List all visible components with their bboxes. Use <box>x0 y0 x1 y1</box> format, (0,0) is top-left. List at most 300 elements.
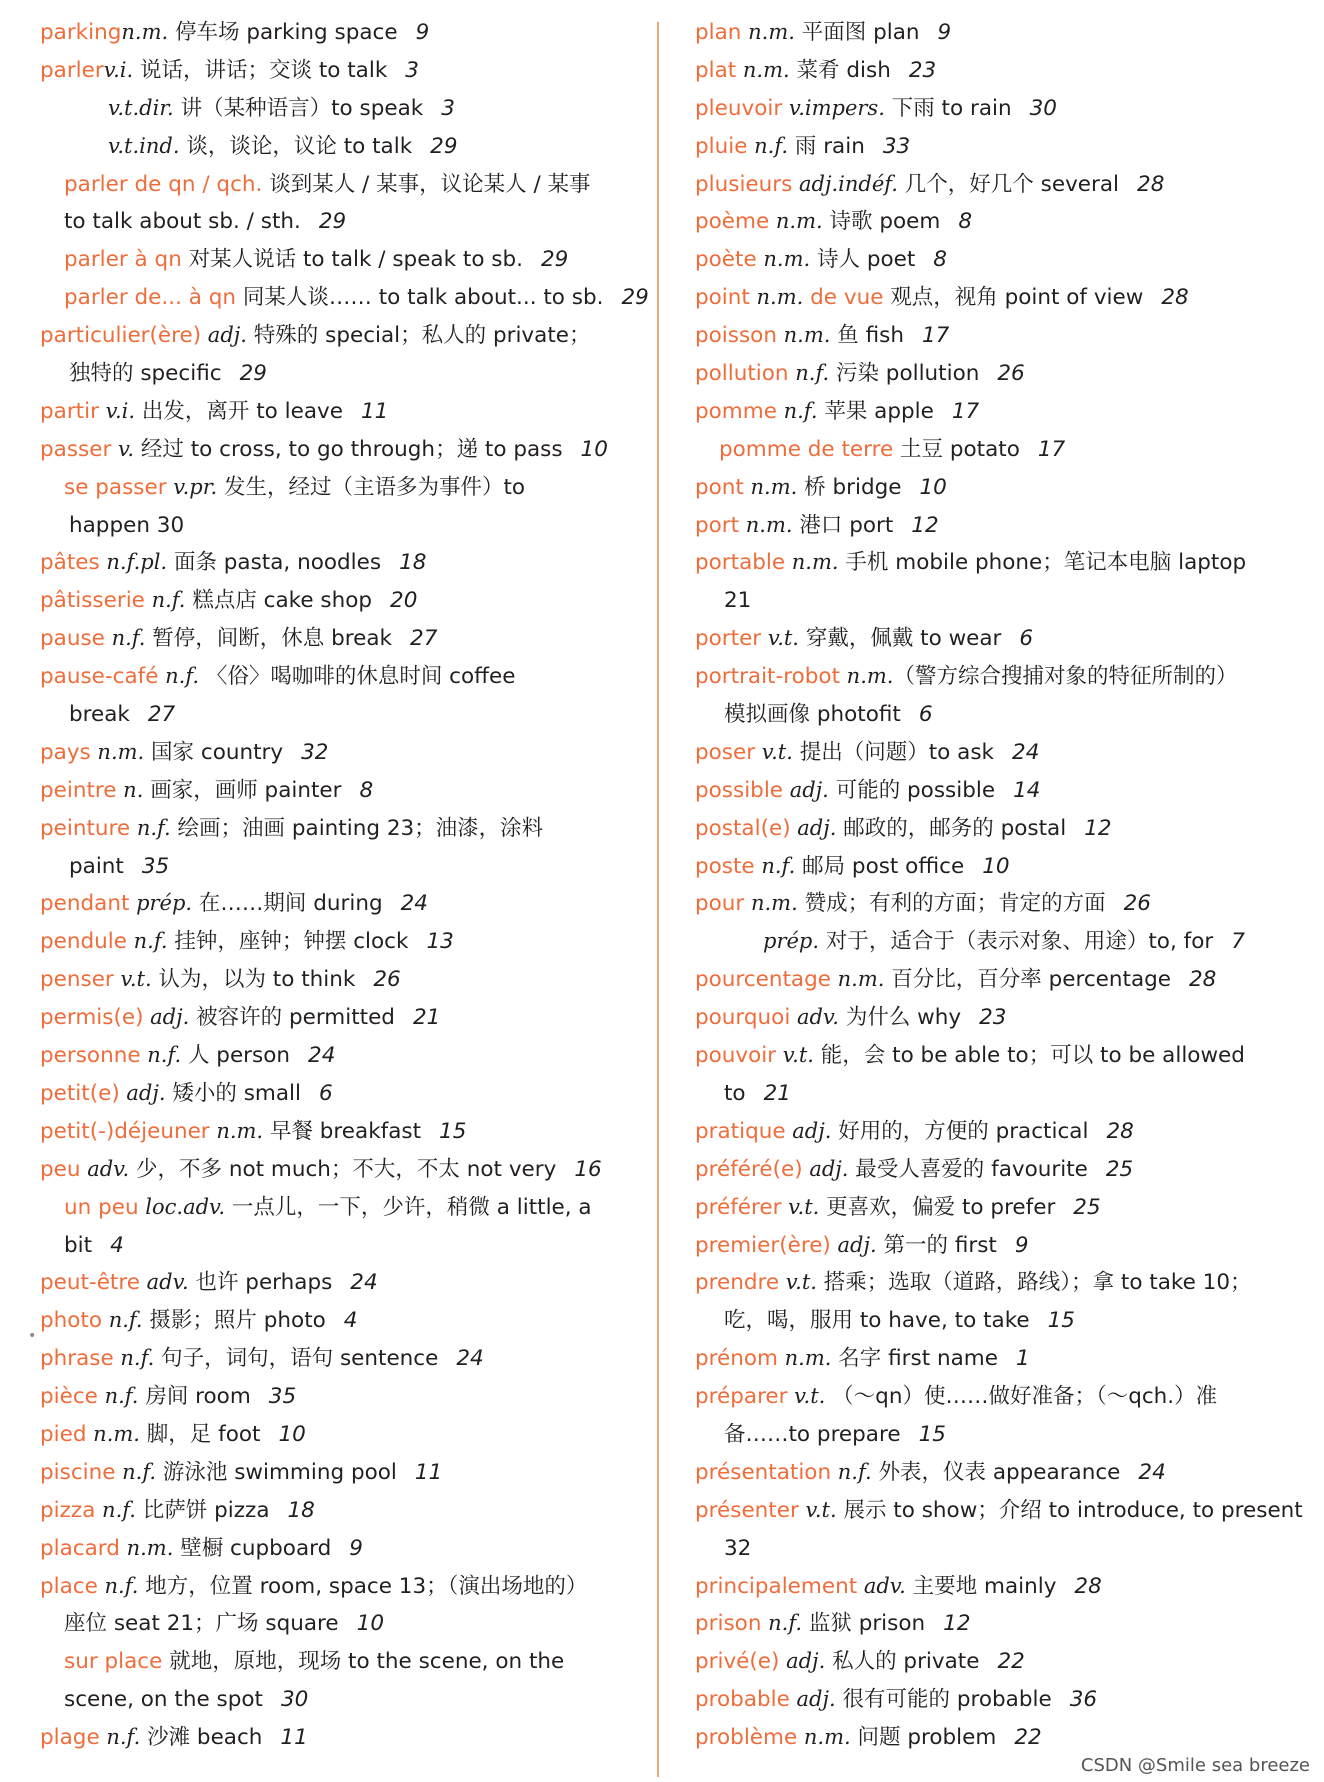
entry-line <box>40 1719 620 1757</box>
part-of-speech: v.t. <box>761 626 799 651</box>
part-of-speech: adj. <box>785 1118 832 1143</box>
definition: 更喜欢，偏爱 to prefer <box>819 1194 1056 1220</box>
definition: 沙滩 beach <box>140 1725 263 1751</box>
headword: placard <box>40 1535 120 1561</box>
page-number: 18 <box>287 1497 315 1523</box>
headword: poisson <box>695 323 777 349</box>
definition: 搭乘；选取（道路，路线）；拿 to take 10； <box>816 1270 1252 1296</box>
headword: portrait-robot <box>695 664 840 690</box>
definition: 邮政的，邮务的 postal <box>836 815 1067 841</box>
headword: pouvoir <box>695 1043 777 1069</box>
page-number: 13 <box>426 929 454 955</box>
entry-line <box>40 1416 620 1454</box>
part-of-speech: v.t. <box>781 1194 820 1219</box>
headword: phrase <box>40 1346 114 1372</box>
definition: 下雨 to rain <box>884 95 1012 121</box>
entry-line <box>40 166 620 204</box>
entry-line <box>40 507 620 545</box>
headword: porter <box>695 626 762 652</box>
entry-line <box>40 393 620 431</box>
entry-line <box>695 90 1295 128</box>
part-of-speech: n.f. <box>761 1611 803 1636</box>
part-of-speech: n.m. <box>86 1421 140 1446</box>
part-of-speech: n.m. <box>736 57 790 82</box>
entry-line <box>40 885 620 923</box>
page-number: 29 <box>430 133 458 159</box>
definition: 私人的 private <box>825 1649 980 1675</box>
entry-line <box>40 1605 620 1643</box>
entry-line <box>695 1151 1295 1189</box>
entry-line <box>40 1643 620 1681</box>
part-of-speech: n.m. <box>797 1725 851 1750</box>
definition: 谈，谈论，议论 to talk <box>179 133 413 159</box>
page-number: 27 <box>147 702 176 728</box>
page-number: 24 <box>456 1346 484 1372</box>
page-number: 26 <box>1123 891 1151 917</box>
definition: 诗歌 poem <box>822 209 941 235</box>
definition: 能，会 to be able to；可以 to be allowed <box>813 1043 1245 1069</box>
definition: （～qn）使……做好准备；（～qch.）准 <box>825 1384 1218 1410</box>
definition: 苹果 apple <box>817 398 934 424</box>
entry-line <box>40 1227 620 1265</box>
page-number: 15 <box>918 1421 946 1447</box>
entry-line <box>695 1605 1295 1643</box>
headword: photo <box>40 1308 103 1334</box>
entry-line <box>40 1340 620 1378</box>
headword: possible <box>695 777 784 803</box>
definition: 最受人喜爱的 favourite <box>848 1156 1088 1182</box>
part-of-speech: v.t. <box>779 1270 817 1295</box>
entry-line <box>695 1492 1303 1530</box>
entry-line <box>695 1568 1295 1606</box>
headword: peut-être <box>40 1270 140 1296</box>
page-number: 28 <box>1189 967 1217 993</box>
entry-line <box>40 696 620 734</box>
headword: sur place <box>64 1649 163 1675</box>
headword: pomme de terre <box>719 436 894 462</box>
entry-line <box>695 620 1295 658</box>
headword: présentation <box>695 1459 832 1485</box>
headword: peinture <box>40 815 131 841</box>
part-of-speech: prép. <box>129 891 193 916</box>
definition: 好用的，方便的 practical <box>831 1118 1089 1144</box>
headword: permis(e) <box>40 1005 144 1031</box>
headword: principalement <box>695 1573 858 1599</box>
part-of-speech: n.f. <box>776 398 818 423</box>
page-number: 10 <box>580 436 608 462</box>
entry-line <box>695 14 1295 52</box>
headword: poème <box>695 209 770 235</box>
headword: plage <box>40 1725 100 1751</box>
entry-line <box>695 810 1295 848</box>
part-of-speech: v. <box>111 436 135 461</box>
part-of-speech: n.m. <box>777 1346 832 1371</box>
definition: 监狱 prison <box>802 1611 926 1637</box>
part-of-speech: n.f. <box>126 929 168 954</box>
definition: 讲（某种语言）to speak <box>173 95 424 121</box>
page-number: 23 <box>908 57 937 83</box>
part-of-speech: n.f. <box>102 1308 143 1333</box>
part-of-speech: n.m. <box>90 739 145 764</box>
part-of-speech: adv. <box>80 1156 130 1181</box>
entry-line <box>40 279 649 317</box>
page-number: 26 <box>997 361 1025 387</box>
entry-line <box>40 961 620 999</box>
entry-line <box>40 1530 620 1568</box>
right-column <box>695 14 1303 1757</box>
headword: pied <box>40 1421 87 1447</box>
headword: premier(ère) <box>695 1232 831 1258</box>
definition: 备……to prepare <box>724 1421 901 1447</box>
headword: pays <box>40 739 91 765</box>
page-number: 18 <box>399 550 427 576</box>
headword: parking <box>40 20 122 45</box>
part-of-speech: n.m. <box>121 20 169 44</box>
page-number: 22 <box>997 1649 1025 1675</box>
entry-line <box>695 848 1295 886</box>
page-number: 4 <box>110 1232 124 1258</box>
page-number: 10 <box>278 1421 306 1447</box>
entry-line <box>40 203 620 241</box>
definition: 赞成；有利的方面；肯定的方面 <box>797 891 1106 917</box>
entry-line <box>695 355 1295 393</box>
definition: 模拟画像 photofit <box>724 702 901 728</box>
entry-line <box>40 317 620 355</box>
entry-line <box>40 128 620 166</box>
entry-line <box>40 1264 620 1302</box>
entry-line <box>695 1264 1295 1302</box>
definition: 观点，视角 point of view <box>883 285 1144 311</box>
part-of-speech: adj. <box>119 1080 166 1105</box>
page-number: 20 <box>390 588 418 614</box>
entry-line <box>40 241 620 279</box>
entry-line <box>40 1378 620 1416</box>
headword: présenter <box>695 1497 799 1523</box>
definition: 很有可能的 probable <box>835 1687 1052 1713</box>
definition: 座位 seat 21；广场 square <box>64 1611 339 1637</box>
entry-line <box>695 658 1295 696</box>
page-number: 10 <box>356 1611 384 1637</box>
entry-line <box>40 544 620 582</box>
part-of-speech: v.pr. <box>166 474 218 499</box>
part-of-speech: n.f. <box>97 1573 139 1598</box>
definition: 壁橱 cupboard <box>173 1535 332 1561</box>
headword-continuation: de vue <box>803 285 884 311</box>
headword: pizza <box>40 1497 96 1523</box>
page-number: 26 <box>373 967 401 993</box>
page-number: 12 <box>1084 815 1112 841</box>
headword: probable <box>695 1687 790 1713</box>
entry-line <box>40 355 620 393</box>
entry-line <box>695 696 1295 734</box>
part-of-speech: v.t. <box>755 739 793 764</box>
headword: parler à qn <box>64 247 182 273</box>
headword: pluie <box>695 133 748 159</box>
page-number: 33 <box>882 133 911 159</box>
part-of-speech: n. <box>116 777 144 802</box>
definition: 土豆 potato <box>893 436 1020 462</box>
entry-line <box>40 810 620 848</box>
definition: 同某人谈…… to talk about... to sb. <box>236 285 604 311</box>
part-of-speech: v.t.dir. <box>108 95 174 120</box>
entry-line <box>40 923 620 961</box>
part-of-speech: adj. <box>830 1232 877 1257</box>
entry-line <box>695 52 1295 90</box>
page-number: 36 <box>1069 1687 1098 1713</box>
definition: 吃，喝，服用 to have, to take <box>724 1308 1030 1334</box>
definition: 游泳池 swimming pool <box>156 1459 397 1485</box>
part-of-speech: n.f. <box>831 1459 872 1484</box>
entry-line <box>695 1302 1295 1340</box>
page-number: 27 <box>410 626 438 652</box>
page-number: 10 <box>919 474 947 500</box>
page-number: 29 <box>318 209 347 235</box>
definition: 国家 country <box>144 739 284 765</box>
definition: 面条 pasta, noodles <box>167 550 382 576</box>
entry-line <box>40 1113 620 1151</box>
page-number: 35 <box>268 1384 297 1410</box>
headword: passer <box>40 436 112 462</box>
entry-line <box>695 393 1295 431</box>
part-of-speech: n.f. <box>113 1346 155 1371</box>
page-number: 8 <box>933 247 947 273</box>
page-number: 8 <box>958 209 973 235</box>
entry-line <box>695 469 1295 507</box>
page-number: 17 <box>921 323 950 349</box>
headword: petit(-)déjeuner <box>40 1118 210 1144</box>
entry-line <box>40 1151 620 1189</box>
definition: 特殊的 special；私人的 private； <box>246 323 591 349</box>
page-number: 29 <box>239 361 267 387</box>
page-number: 15 <box>439 1118 467 1144</box>
definition: 说话，讲话；交谈 to talk <box>133 57 388 83</box>
headword: un peu <box>64 1194 139 1220</box>
entry-line <box>40 469 620 507</box>
headword: portable <box>695 550 786 576</box>
headword: parler de qn / qch. <box>64 171 263 197</box>
definition: 百分比，百分率 percentage <box>884 967 1171 993</box>
entry-line <box>40 1492 620 1530</box>
headword: préféré(e) <box>695 1156 803 1182</box>
entry-line <box>40 999 620 1037</box>
definition: 桥 bridge <box>797 474 902 500</box>
entry-line <box>695 241 1295 279</box>
part-of-speech: adv. <box>857 1573 906 1598</box>
part-of-speech: prép. <box>763 929 820 954</box>
part-of-speech: adj. <box>802 1156 849 1181</box>
headword: peintre <box>40 777 117 803</box>
definition: 就地，原地，现场 to the scene, on the <box>162 1649 565 1675</box>
definition: 句子，词句，语句 sentence <box>154 1346 439 1372</box>
entry-line <box>695 1719 1295 1757</box>
headword: port <box>695 512 740 538</box>
page-number: 8 <box>359 777 374 803</box>
entry-line <box>40 582 620 620</box>
headword: préférer <box>695 1194 782 1220</box>
page-number: 16 <box>574 1156 602 1182</box>
page-number: 3 <box>441 95 455 121</box>
headword: postal(e) <box>695 815 791 841</box>
headword: place <box>40 1573 98 1599</box>
entry-line <box>695 1227 1295 1265</box>
headword: poète <box>695 247 757 273</box>
part-of-speech: n.m. <box>830 967 885 992</box>
part-of-speech: v.t. <box>776 1043 814 1068</box>
part-of-speech: n.m. <box>744 891 798 916</box>
page-number: 15 <box>1047 1308 1075 1334</box>
headword: pourcentage <box>695 967 831 993</box>
entry-line <box>695 1416 1295 1454</box>
definition: 32 <box>724 1535 752 1561</box>
definition: 污染 pollution <box>829 361 980 387</box>
headword: peu <box>40 1156 81 1182</box>
page-number: 28 <box>1161 285 1189 311</box>
page-number: 35 <box>141 853 170 879</box>
headword: préparer <box>695 1384 788 1410</box>
part-of-speech: n.f. <box>104 626 146 651</box>
part-of-speech: n.f.pl. <box>99 550 168 575</box>
definition: scene, on the spot <box>64 1687 263 1713</box>
definition: 21 <box>724 588 752 614</box>
entry-line <box>40 1454 620 1492</box>
page-number: 32 <box>301 739 329 765</box>
definition: to <box>724 1080 746 1106</box>
part-of-speech: v.t. <box>787 1384 826 1409</box>
definition: 停车场 parking space <box>168 20 398 45</box>
part-of-speech: v.t. <box>798 1497 837 1522</box>
definition: 认为，以为 to think <box>151 967 356 993</box>
page-number: 6 <box>918 702 933 728</box>
definition: 邮局 post office <box>795 853 965 879</box>
definition: 鱼 fish <box>830 323 904 349</box>
entry-line <box>695 1340 1295 1378</box>
entry-line <box>40 1075 620 1113</box>
entry-line <box>40 431 620 469</box>
part-of-speech: adj. <box>143 1005 190 1030</box>
definition: 外表，仪表 appearance <box>871 1459 1121 1485</box>
definition: 在……期间 during <box>192 891 383 917</box>
page-number: 24 <box>400 891 428 917</box>
entry-line <box>695 544 1295 582</box>
entry-line <box>695 999 1295 1037</box>
headword: petit(e) <box>40 1080 120 1106</box>
part-of-speech: n.f. <box>158 664 200 689</box>
part-of-speech: n.f. <box>140 1043 182 1068</box>
definition: 绘画；油画 painting 23；油漆，涂料 <box>170 815 544 841</box>
entry-line <box>695 166 1295 204</box>
part-of-speech: adv. <box>139 1270 189 1295</box>
headword: privé(e) <box>695 1649 780 1675</box>
headword: partir <box>40 398 99 424</box>
headword: plusieurs <box>695 171 793 197</box>
headword: particulier(ère) <box>40 323 202 349</box>
part-of-speech: n.m. <box>739 512 793 537</box>
page-number: 14 <box>1013 777 1041 803</box>
page-number: 29 <box>621 285 649 311</box>
definition: 糕点店 cake shop <box>185 588 373 614</box>
definition: 摄影；照片 photo <box>142 1308 326 1334</box>
definition: 雨 rain <box>788 133 865 159</box>
definition: 主要地 mainly <box>905 1573 1057 1599</box>
definition: 穿戴，佩戴 to wear <box>798 626 1002 652</box>
definition: 画家，画师 painter <box>143 777 342 803</box>
entry-line <box>695 1113 1295 1151</box>
definition: 问题 problem <box>850 1725 997 1751</box>
entry-line <box>40 52 620 90</box>
definition: 房间 room <box>138 1384 251 1410</box>
definition: 也许 perhaps <box>188 1270 333 1296</box>
definition: 被容许的 permitted <box>189 1005 395 1031</box>
definition: 人 person <box>181 1043 291 1069</box>
entry-line <box>695 923 1295 961</box>
definition: （警方综合搜捕对象的特征所制的） <box>893 664 1238 690</box>
headword: point <box>695 285 750 311</box>
page-number: 4 <box>343 1308 358 1334</box>
page-number: 25 <box>1073 1194 1101 1220</box>
part-of-speech: adj. <box>779 1649 826 1674</box>
definition: 菜肴 dish <box>789 57 891 83</box>
entry-line <box>695 582 1295 620</box>
left-column <box>40 14 649 1757</box>
entry-line <box>40 1189 620 1227</box>
part-of-speech: n.m. <box>741 20 795 44</box>
part-of-speech: adv. <box>790 1005 839 1030</box>
entry-line <box>695 279 1295 317</box>
definition: 〈俗〉喝咖啡的休息时间 coffee <box>199 664 516 690</box>
entry-line <box>695 128 1295 166</box>
headword: pollution <box>695 361 789 387</box>
headword: pour <box>695 891 745 917</box>
definition: 第一的 first <box>876 1232 997 1258</box>
definition: 地方，位置 room, space 13；（演出场地的） <box>138 1573 588 1599</box>
headword: personne <box>40 1043 141 1069</box>
page-number: 6 <box>318 1080 333 1106</box>
definition: 一点儿，一下，少许，稍微 a little, a <box>225 1194 592 1220</box>
page-number: 24 <box>1138 1459 1166 1485</box>
page-number: 28 <box>1137 171 1165 197</box>
part-of-speech: adj.indéf. <box>792 171 898 196</box>
headword: problème <box>695 1725 798 1751</box>
entry-line <box>40 1037 620 1075</box>
headword: pâtes <box>40 550 100 576</box>
entry-line <box>40 848 620 886</box>
part-of-speech: n.m. <box>785 550 839 575</box>
part-of-speech: v.i. <box>103 57 134 82</box>
page-number: 9 <box>937 20 952 45</box>
definition: 平面图 plan <box>794 20 920 45</box>
part-of-speech: adj. <box>789 1687 836 1712</box>
definition: 对于，适合于（表示对象、用途）to, for <box>819 929 1214 955</box>
headword: prendre <box>695 1270 780 1296</box>
entry-line <box>40 734 620 772</box>
headword: pont <box>695 474 744 500</box>
entry-line <box>695 1075 1295 1113</box>
page-number: 21 <box>412 1005 441 1031</box>
definition: 挂钟，座钟；钟摆 clock <box>167 929 409 955</box>
part-of-speech: n.f. <box>144 588 186 613</box>
page-number: 11 <box>360 398 389 424</box>
entry-line <box>695 961 1295 999</box>
part-of-speech: n.f. <box>747 133 789 158</box>
part-of-speech: n.m. <box>119 1535 174 1560</box>
entry-line <box>695 203 1295 241</box>
page-number: 30 <box>1029 95 1057 121</box>
part-of-speech: n.m. <box>749 285 804 310</box>
page-number: 9 <box>415 20 430 45</box>
page-number: 9 <box>1014 1232 1029 1258</box>
part-of-speech: v.t. <box>113 967 152 992</box>
entry-line <box>695 1681 1295 1719</box>
